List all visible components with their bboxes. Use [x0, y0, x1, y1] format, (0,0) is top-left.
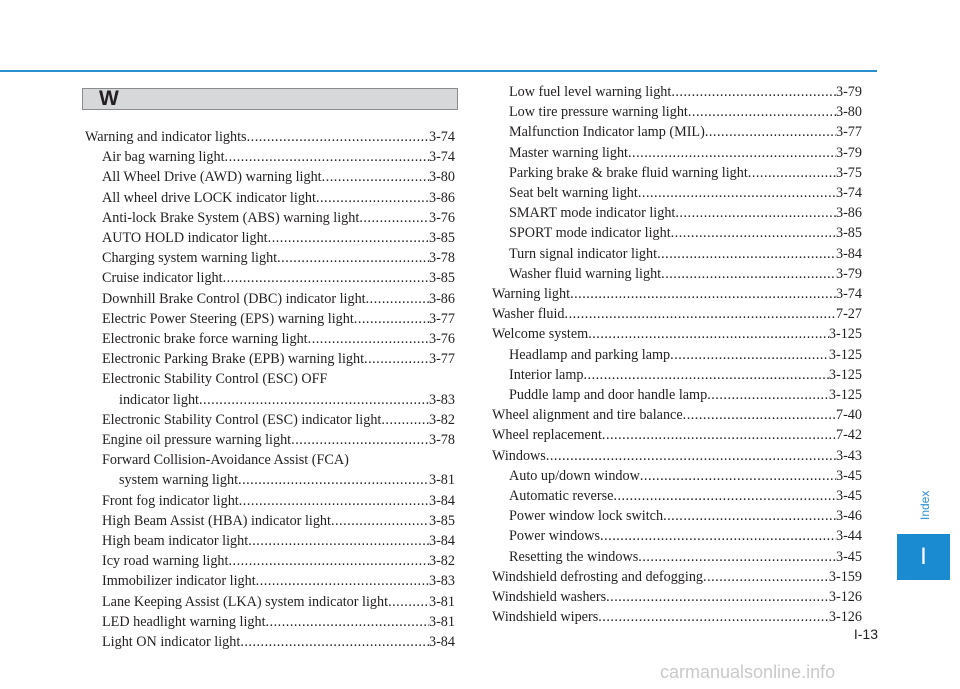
index-entry-text: Wheel replacement: [492, 427, 602, 444]
dot-leader: [663, 506, 836, 526]
watermark-text: carmanualsonline.info: [660, 662, 836, 682]
index-entry-page: 3-84: [428, 634, 455, 651]
index-entry-text: Interior lamp: [509, 366, 584, 383]
index-entry-page: 3-79: [835, 144, 862, 161]
index-entry-page: 3-74: [428, 129, 455, 145]
index-entry-text: Windows: [492, 447, 546, 464]
index-entry-text: Windshield defrosting and defogging: [492, 568, 704, 585]
index-entry-page: 3-85: [428, 230, 455, 247]
dot-leader: [239, 491, 429, 511]
index-tab-letter: I: [920, 543, 927, 570]
index-entry[interactable]: [492, 244, 862, 264]
index-entry[interactable]: [492, 163, 862, 183]
index-entry[interactable]: [85, 329, 455, 349]
index-entry-text: Downhill Brake Control (DBC) indicator light: [102, 290, 366, 307]
dot-leader: [546, 446, 836, 466]
index-entry[interactable]: [492, 264, 862, 284]
index-entry-page: 3-86: [428, 290, 455, 307]
index-entry[interactable]: [492, 526, 862, 546]
index-entry[interactable]: [492, 304, 862, 324]
index-entry-page: 3-81: [428, 472, 455, 489]
index-entry[interactable]: [492, 446, 862, 466]
dot-leader: [248, 531, 429, 551]
dot-leader: [588, 324, 829, 344]
index-entry[interactable]: [492, 405, 862, 425]
index-entry-page: 3-125: [828, 346, 862, 363]
index-entry[interactable]: [492, 425, 862, 445]
dot-leader: [322, 167, 429, 187]
index-entry-text: High beam indicator light: [102, 533, 249, 550]
dot-leader: [199, 390, 429, 410]
index-entry[interactable]: [492, 143, 862, 163]
index-entry-text: Low tire pressure warning light: [509, 104, 688, 121]
index-entry-text: Lane Keeping Assist (LKA) system indicator light: [102, 593, 389, 610]
dot-leader: [598, 607, 829, 627]
index-entry-page: 3-85: [428, 270, 455, 287]
index-entry-page: 3-79: [835, 84, 862, 100]
dot-leader: [583, 365, 828, 385]
index-entry[interactable]: [85, 248, 455, 268]
index-entry-text: Warning light: [492, 286, 571, 303]
index-entry[interactable]: [492, 122, 862, 142]
index-entry[interactable]: [492, 567, 862, 587]
index-entry-text: Light ON indicator light: [102, 634, 241, 651]
dot-leader: [602, 425, 836, 445]
index-entry-text: Forward Collision-Avoidance Assist (FCA): [102, 452, 349, 469]
index-entry-page: 3-159: [828, 568, 862, 585]
index-entry-page: 3-80: [835, 104, 862, 121]
index-entry-text: Malfunction Indicator lamp (MIL): [509, 124, 705, 141]
index-entry-text: Wheel alignment and tire balance: [492, 407, 683, 424]
index-entry-page: 3-85: [835, 225, 862, 242]
dot-leader: [640, 466, 836, 486]
index-entry-page: 3-78: [428, 250, 455, 267]
dot-leader: [628, 143, 836, 163]
index-entry-page: 7-27: [835, 306, 862, 323]
index-entry-text: Power window lock switch: [509, 508, 664, 525]
index-entry-text: Automatic reverse: [509, 488, 614, 505]
index-entry-text-continued: indicator light: [119, 391, 199, 408]
index-entry-text: Windshield wipers: [492, 609, 599, 626]
index-entry[interactable]: [85, 349, 455, 369]
dot-leader: [266, 612, 429, 632]
index-entry-text: Headlamp and parking lamp: [509, 346, 671, 363]
index-entry-page: 3-82: [428, 553, 455, 570]
top-divider-line: [0, 70, 877, 72]
dot-leader: [359, 208, 429, 228]
dot-leader: [600, 526, 836, 546]
index-entry[interactable]: [85, 592, 455, 612]
index-entry-text: SPORT mode indicator light: [509, 225, 671, 242]
dot-leader: [381, 410, 429, 430]
dot-leader: [388, 592, 429, 612]
index-entry-text: Washer fluid: [492, 306, 565, 323]
index-entry[interactable]: [492, 203, 862, 223]
dot-leader: [613, 486, 836, 506]
dot-leader: [238, 470, 429, 490]
index-entry[interactable]: [492, 324, 862, 344]
index-entry-text-continued: system warning light: [119, 472, 239, 489]
index-entry-page: 7-40: [835, 407, 862, 424]
dot-leader: [671, 82, 836, 102]
index-entry-page: 3-79: [835, 265, 862, 282]
index-entry-page: 3-74: [835, 185, 862, 202]
index-entry[interactable]: [492, 587, 862, 607]
index-entry[interactable]: [492, 183, 862, 203]
dot-leader: [683, 405, 836, 425]
index-entry-page: 3-84: [428, 492, 455, 509]
dot-leader: [223, 268, 429, 288]
index-entry[interactable]: [85, 430, 455, 450]
dot-leader: [638, 183, 836, 203]
index-entry-text: Resetting the windows: [509, 548, 639, 565]
index-entry-text: Seat belt warning light: [509, 185, 638, 202]
index-entry-page: 7-42: [835, 427, 862, 444]
index-entry-page: 3-83: [428, 391, 455, 408]
index-entry-page: 3-46: [835, 508, 862, 525]
dot-leader: [256, 571, 429, 591]
index-entry-text: Icy road warning light: [102, 553, 229, 570]
index-entry[interactable]: [492, 486, 862, 506]
index-entry-text: Electric Power Steering (EPS) warning light: [102, 310, 354, 327]
index-entry-page: 3-81: [428, 613, 455, 630]
index-entry-text: Electronic Stability Control (ESC) indicator light: [102, 411, 382, 428]
dot-leader: [268, 228, 429, 248]
index-entry-text: Engine oil pressure warning light: [102, 432, 292, 449]
dot-leader: [228, 551, 429, 571]
index-entry[interactable]: [492, 466, 862, 486]
index-entry-text: Warning and indicator lights: [85, 129, 247, 145]
index-entry-text: LED headlight warning light: [102, 613, 266, 630]
index-entry-page: 3-125: [828, 366, 862, 383]
index-entry-page: 3-74: [428, 149, 455, 166]
dot-leader: [707, 385, 829, 405]
dot-leader: [565, 304, 836, 324]
index-entry-text: Parking brake & brake fluid warning light: [509, 164, 748, 181]
page-number: I-13: [853, 626, 878, 642]
dot-leader: [606, 587, 829, 607]
index-entry-page: 3-85: [428, 512, 455, 529]
index-entry-page: 3-43: [835, 447, 862, 464]
index-entry-text: Immobilizer indicator light: [102, 573, 256, 590]
index-entry[interactable]: [492, 102, 862, 122]
index-entry[interactable]: [85, 551, 455, 571]
index-entry-page: 3-45: [835, 467, 862, 484]
index-entry[interactable]: [85, 369, 455, 409]
index-entry[interactable]: [85, 147, 455, 167]
index-entry[interactable]: [492, 365, 862, 385]
index-column-left: [85, 127, 455, 652]
index-entry-page: 3-81: [428, 593, 455, 610]
dot-leader: [364, 349, 429, 369]
index-entry-page: 3-44: [835, 528, 862, 545]
index-entry-text: Anti-lock Brake System (ABS) warning light: [102, 209, 360, 226]
index-entry-page: 3-77: [835, 124, 862, 141]
index-entry-text: Charging system warning light: [102, 250, 278, 267]
index-entry-text: Master warning light: [509, 144, 628, 161]
index-entry-text: Air bag warning light: [102, 149, 225, 166]
dot-leader: [354, 309, 429, 329]
index-entry[interactable]: [492, 82, 862, 102]
dot-leader: [661, 264, 836, 284]
index-entry[interactable]: [85, 127, 455, 147]
index-entry-text: Electronic Parking Brake (EPB) warning light: [102, 351, 365, 368]
index-entry[interactable]: [492, 506, 862, 526]
index-entry[interactable]: [85, 309, 455, 329]
section-letter: W: [99, 87, 119, 110]
index-entry[interactable]: [492, 547, 862, 567]
index-entry-page: 3-84: [428, 533, 455, 550]
index-tab[interactable]: [897, 534, 950, 580]
dot-leader: [570, 284, 836, 304]
index-entry-page: 3-45: [835, 488, 862, 505]
index-entry-text: Welcome system: [492, 326, 589, 343]
index-entry[interactable]: [85, 410, 455, 430]
index-entry[interactable]: [85, 208, 455, 228]
index-entry[interactable]: [85, 268, 455, 288]
dot-leader: [316, 188, 429, 208]
index-entry-page: 3-75: [835, 164, 862, 181]
dot-leader: [225, 147, 429, 167]
index-entry-page: 3-126: [828, 589, 862, 606]
index-entry-text: All wheel drive LOCK indicator light: [102, 189, 316, 206]
dot-leader: [240, 632, 429, 652]
index-entry[interactable]: [492, 607, 862, 627]
index-entry-page: 3-83: [428, 573, 455, 590]
index-entry-page: 3-125: [828, 326, 862, 343]
index-entry[interactable]: [85, 289, 455, 309]
index-entry-text: Washer fluid warning light: [509, 265, 662, 282]
index-entry-page: 3-82: [428, 411, 455, 428]
index-entry[interactable]: [492, 385, 862, 405]
index-entry[interactable]: [85, 450, 455, 490]
section-header-bar: [82, 88, 458, 110]
dot-leader: [675, 203, 836, 223]
side-index-label: Index: [918, 490, 932, 520]
index-entry-text: High Beam Assist (HBA) indicator light: [102, 512, 331, 529]
index-entry-page: 3-84: [835, 245, 862, 262]
dot-leader: [638, 547, 836, 567]
dot-leader: [291, 430, 429, 450]
index-entry-text: AUTO HOLD indicator light: [102, 230, 268, 247]
dot-leader: [331, 511, 429, 531]
index-entry-page: 3-77: [428, 310, 455, 327]
index-entry[interactable]: [85, 511, 455, 531]
index-entry-text: Electronic brake force warning light: [102, 331, 308, 348]
index-entry-page: 3-125: [828, 387, 862, 404]
index-entry[interactable]: [85, 188, 455, 208]
index-entry-page: 3-76: [428, 209, 455, 226]
dot-leader: [748, 163, 836, 183]
index-entry-text: Turn signal indicator light: [509, 245, 658, 262]
index-entry-text: Low fuel level warning light: [509, 84, 672, 100]
dot-leader: [703, 567, 829, 587]
dot-leader: [657, 244, 836, 264]
index-entry[interactable]: [85, 612, 455, 632]
index-entry[interactable]: [85, 167, 455, 187]
dot-leader: [670, 345, 829, 365]
index-entry-text: Auto up/down window: [509, 467, 640, 484]
index-entry-text: All Wheel Drive (AWD) warning light: [102, 169, 322, 186]
dot-leader: [277, 248, 429, 268]
dot-leader: [366, 289, 429, 309]
dot-leader: [671, 223, 836, 243]
index-entry-page: 3-77: [428, 351, 455, 368]
index-entry-text: Front fog indicator light: [102, 492, 239, 509]
index-entry[interactable]: [85, 531, 455, 551]
index-entry-page: 3-86: [428, 189, 455, 206]
index-entry[interactable]: [492, 223, 862, 243]
index-entry-page: 3-45: [835, 548, 862, 565]
dot-leader: [688, 102, 836, 122]
index-entry-page: 3-74: [835, 286, 862, 303]
index-entry-page: 3-78: [428, 432, 455, 449]
index-entry[interactable]: [85, 228, 455, 248]
index-entry-page: 3-80: [428, 169, 455, 186]
index-column-right: [492, 82, 862, 627]
index-entry-text: Puddle lamp and door handle lamp: [509, 387, 708, 404]
index-entry[interactable]: [85, 571, 455, 591]
index-entry-page: 3-76: [428, 331, 455, 348]
index-entry-text: SMART mode indicator light: [509, 205, 676, 222]
dot-leader: [705, 122, 836, 142]
index-entry-page: 3-126: [828, 609, 862, 626]
index-entry[interactable]: [85, 491, 455, 511]
index-entry[interactable]: [85, 632, 455, 652]
dot-leader: [308, 329, 429, 349]
index-entry-page: 3-86: [835, 205, 862, 222]
dot-leader: [247, 127, 429, 147]
index-entry[interactable]: [492, 284, 862, 304]
index-entry-text: Electronic Stability Control (ESC) OFF: [102, 371, 328, 388]
index-entry-text: Cruise indicator light: [102, 270, 223, 287]
index-entry-text: Power windows: [509, 528, 601, 545]
index-entry[interactable]: [492, 345, 862, 365]
index-entry-text: Windshield washers: [492, 589, 607, 606]
